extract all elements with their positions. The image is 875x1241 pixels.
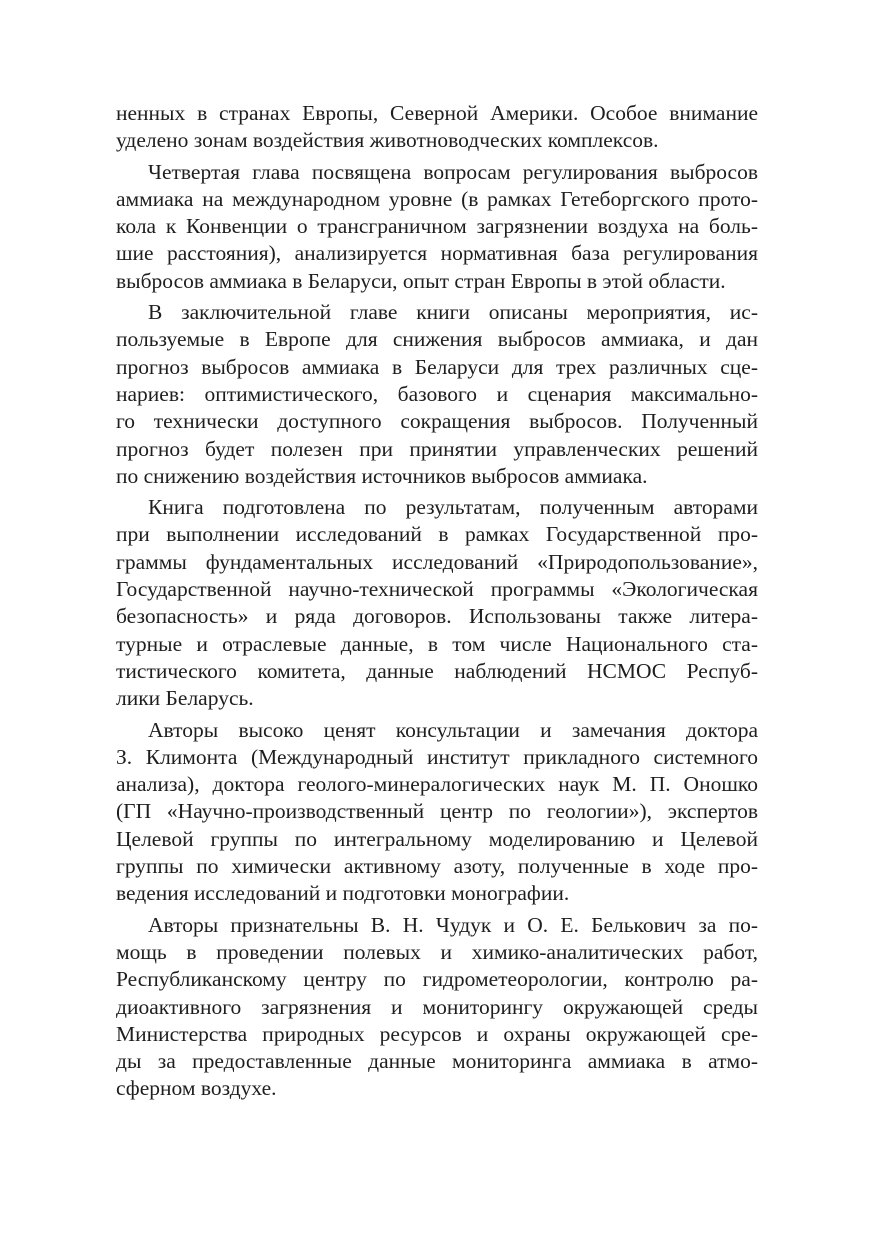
text-line: Авторы признательны В. Н. Чудук и О. Е. Белькович за по- bbox=[148, 912, 758, 937]
text-line: лики Беларусь. bbox=[116, 686, 254, 711]
text-line: Республиканскому центру по гидрометеорологии, контролю ра- bbox=[116, 967, 758, 992]
text-line: Четвертая глава посвящена вопросам регулирования выбросов bbox=[148, 159, 758, 184]
text-line: аммиака на международном уровне (в рамках Гетеборгского прото- bbox=[116, 186, 758, 211]
text-line: В заключительной главе книги описаны мероприятия, ис- bbox=[148, 300, 758, 325]
paragraph bbox=[116, 100, 758, 155]
text-line: выбросов аммиака в Беларуси, опыт стран Европы в этой области. bbox=[116, 268, 726, 293]
text-line: Целевой группы по интегральному моделированию и Целевой bbox=[116, 826, 758, 851]
text-line: анализа), доктора геолого-минералогических наук М. П. Оношко bbox=[116, 772, 758, 797]
text-line: (ГП «Научно-производственный центр по геологии»), экспертов bbox=[116, 799, 758, 824]
text-line: пользуемые в Европе для снижения выбросов аммиака, и дан bbox=[116, 327, 758, 352]
paragraph bbox=[116, 299, 758, 490]
text-line: кола к Конвенции о трансграничном загрязнении воздуха на боль- bbox=[116, 214, 758, 239]
text-line: при выполнении исследований в рамках Государственной про- bbox=[116, 522, 758, 547]
text-line: граммы фундаментальных исследований «Природопользование», bbox=[116, 549, 758, 574]
text-line: турные и отраслевые данные, в том числе Национального ста- bbox=[116, 631, 758, 656]
text-line: Книга подготовлена по результатам, полученным авторами bbox=[148, 495, 758, 520]
text-line: группы по химически активному азоту, полученные в ходе про- bbox=[116, 854, 758, 879]
text-line: Авторы высоко ценят консультации и замечания доктора bbox=[148, 717, 758, 742]
text-line: Министерства природных ресурсов и охраны окружающей сре- bbox=[116, 1021, 758, 1046]
text-line: Государственной научно-технической программы «Экологическая bbox=[116, 577, 758, 602]
text-line: ды за предоставленные данные мониторинга аммиака в атмо- bbox=[116, 1049, 758, 1074]
text-line: шие расстояния), анализируется нормативная база регулирования bbox=[116, 241, 758, 266]
text-line: уделено зонам воздействия животноводческих комплексов. bbox=[116, 128, 659, 153]
text-line: сферном воздухе. bbox=[116, 1076, 277, 1101]
text-line: мощь в проведении полевых и химико-аналитических работ, bbox=[116, 939, 758, 964]
text-line: прогноз будет полезен при принятии управленческих решений bbox=[116, 436, 758, 461]
text-line: безопасность» и ряда договоров. Использованы также литера- bbox=[116, 604, 758, 629]
text-line: ведения исследований и подготовки монографии. bbox=[116, 881, 570, 906]
text-line: го технически доступного сокращения выбросов. Полученный bbox=[116, 409, 758, 434]
paragraph bbox=[116, 494, 758, 712]
text-line: нариев: оптимистического, базового и сценария максимально- bbox=[116, 381, 758, 406]
paragraph bbox=[116, 912, 758, 1103]
paragraph bbox=[116, 159, 758, 295]
text-line: диоактивного загрязнения и мониторингу окружающей среды bbox=[116, 994, 758, 1019]
paragraph bbox=[116, 717, 758, 908]
text-line: ненных в странах Европы, Северной Америки. Особое внимание bbox=[116, 101, 758, 125]
text-line: З. Климонта (Международный институт прикладного системного bbox=[116, 744, 758, 769]
text-line: по снижению воздействия источников выбросов аммиака. bbox=[116, 463, 648, 488]
text-line: тистического комитета, данные наблюдений НСМОС Респуб- bbox=[116, 658, 758, 683]
text-line: прогноз выбросов аммиака в Беларуси для трех различных сце- bbox=[116, 354, 758, 379]
body-text bbox=[116, 100, 758, 1107]
